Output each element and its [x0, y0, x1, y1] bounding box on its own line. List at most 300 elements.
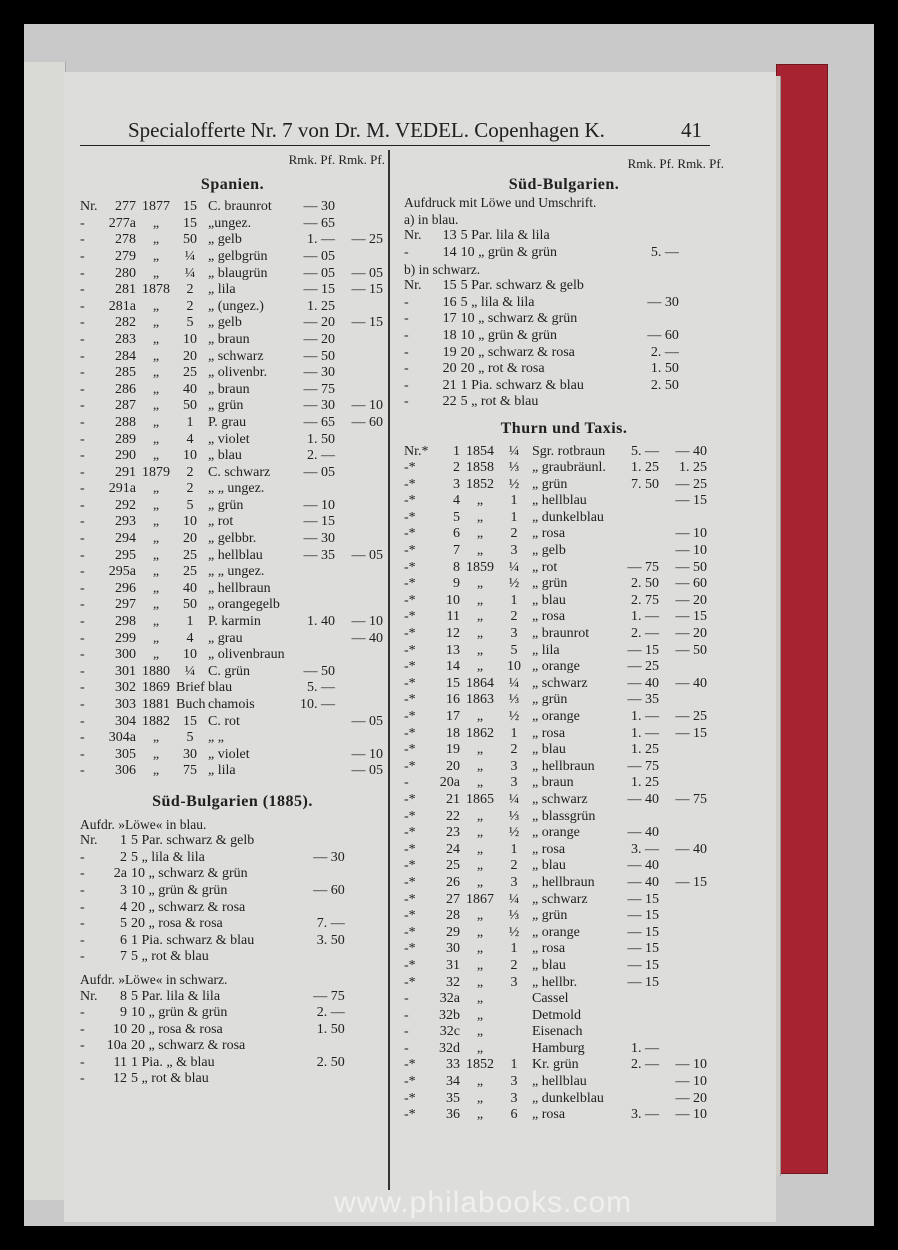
color: C. grün: [208, 663, 250, 679]
section-title-sued-bulgarien-1885: Süd-Bulgarien (1885).: [152, 792, 313, 810]
catalog-number: 1: [119, 833, 127, 849]
nr-marker: -: [404, 244, 409, 260]
nr-marker: -: [80, 481, 85, 497]
nr-marker: -*: [404, 509, 416, 525]
catalog-number: 9: [119, 1005, 127, 1021]
year: „: [476, 841, 484, 857]
value: 30: [183, 746, 197, 762]
value: 15: [183, 215, 197, 231]
catalog-number: 7: [453, 543, 460, 559]
catalog-number: 282: [115, 315, 136, 331]
year: „: [476, 626, 484, 642]
list-item: [404, 676, 724, 693]
value: 50: [183, 232, 197, 248]
color: „ hellblau: [532, 1074, 587, 1090]
color: „ lila: [208, 282, 236, 298]
price-used: [335, 647, 383, 664]
list-item: [404, 1008, 724, 1025]
value: ½: [508, 476, 520, 492]
note-aufdruck-schwarz: Aufdr. »Löwe« in schwarz.: [80, 971, 228, 987]
price-unused: [290, 597, 335, 614]
catalog-number: 293: [115, 514, 136, 530]
price-used: [659, 925, 707, 942]
description: 20 „ rosa & rosa: [130, 916, 223, 932]
nr-marker: -: [80, 514, 85, 530]
list-item: [404, 609, 724, 626]
price-used: — 25: [675, 709, 707, 724]
price-unused: — 15: [627, 941, 659, 957]
year: „: [152, 630, 160, 646]
year: „: [476, 1024, 484, 1040]
nr-marker: -: [80, 248, 85, 264]
color: „ olivenbraun: [208, 647, 285, 663]
list-item: [404, 925, 724, 942]
price-used: — 10: [675, 1074, 707, 1090]
color: „ grün: [532, 476, 568, 492]
color: P. grau: [208, 414, 247, 430]
catalog-number: 12: [112, 1071, 127, 1087]
nr-marker: Nr.: [80, 199, 98, 215]
price-used: [335, 564, 383, 581]
price-unused: — 60: [647, 327, 679, 343]
color: „ rot: [532, 559, 558, 575]
value: ⅓: [508, 808, 520, 824]
color: „ hellblau: [208, 547, 263, 563]
catalog-number: 2a: [113, 866, 127, 882]
list-item: [80, 1005, 385, 1022]
list-item: [404, 311, 724, 328]
nr-marker: -*: [404, 526, 416, 542]
year: 1854: [466, 443, 494, 459]
price-used: — 25: [675, 476, 707, 492]
catalog-number: 33: [446, 1057, 460, 1073]
price-unused: — 40: [627, 858, 659, 874]
catalog-number: 304: [115, 713, 136, 729]
catalog-number: 277a: [108, 215, 136, 231]
year: „: [152, 265, 160, 281]
catalog-number: 16: [442, 294, 457, 310]
description: 10 „ schwarz & grün: [460, 311, 578, 327]
price-unused: — 15: [627, 908, 659, 924]
catalog-number: 28: [446, 908, 460, 924]
color: „ blau: [532, 957, 566, 973]
value: 1: [186, 414, 194, 430]
description: 20 „ rot & rosa: [460, 361, 545, 377]
price-unused: [614, 510, 659, 527]
list-item: [404, 759, 724, 776]
price-unused: 1. 50: [650, 361, 679, 377]
nr-marker: -*: [404, 858, 416, 874]
year: „: [476, 742, 484, 758]
price-used: [335, 216, 383, 233]
price-used: [659, 825, 707, 842]
year: 1877: [142, 199, 170, 215]
price-unused: — 75: [627, 559, 659, 575]
list-item: [80, 315, 385, 332]
nr-marker: -*: [404, 924, 416, 940]
nr-marker: -: [80, 597, 85, 613]
list-item: [80, 365, 385, 382]
price-unused: 1. —: [631, 709, 659, 724]
value: 20: [183, 531, 197, 547]
value: Buch: [176, 697, 206, 712]
price-unused: [307, 866, 345, 883]
color: „ gelbbr.: [208, 531, 257, 547]
value: ¼: [508, 891, 520, 907]
year: 1852: [466, 476, 494, 492]
thurn-und-taxis-list: [404, 444, 724, 1124]
list-item: [80, 933, 385, 950]
list-item: [404, 593, 724, 610]
price-unused: — 15: [303, 282, 335, 298]
year: „: [476, 543, 484, 559]
price-unused: 7. 50: [631, 476, 659, 492]
catalog-number: 17: [446, 709, 460, 724]
price-used: [659, 908, 707, 925]
price-used: [345, 833, 385, 850]
year: „: [476, 941, 484, 957]
price-unused: 2. —: [631, 1057, 659, 1073]
price-used: [659, 991, 707, 1008]
list-item: [404, 692, 724, 709]
nr-marker: -: [404, 361, 409, 377]
catalog-number: 302: [115, 680, 136, 696]
list-item: [404, 493, 724, 510]
catalog-number: 3: [119, 882, 127, 898]
nr-marker: -*: [404, 692, 416, 708]
color: „ schwarz: [532, 891, 588, 907]
price-unused: [614, 1008, 659, 1025]
nr-marker: -: [80, 949, 85, 965]
list-item: [404, 659, 724, 676]
price-unused: — 15: [627, 974, 659, 990]
price-unused: — 65: [303, 215, 335, 231]
value: 2: [510, 858, 518, 874]
nr-marker: -*: [404, 808, 416, 824]
price-unused: 1. 40: [307, 614, 335, 630]
price-unused: 2. —: [650, 344, 679, 360]
value: ¼: [184, 265, 196, 281]
value: 40: [183, 381, 197, 397]
price-used: [659, 742, 707, 759]
color: Eisenach: [532, 1024, 583, 1040]
description: 10 „ grün & grün: [460, 327, 558, 343]
color: „ schwarz: [532, 675, 588, 691]
price-unused: — 20: [303, 315, 335, 331]
price-unused: — 15: [627, 957, 659, 973]
value: ¼: [508, 675, 520, 691]
nr-marker: -: [80, 331, 85, 347]
value: 3: [510, 775, 518, 791]
nr-marker: -: [80, 882, 85, 898]
value: ¼: [184, 248, 196, 264]
description: 5 Par. lila & lila: [460, 228, 550, 244]
price-used: [335, 680, 383, 697]
price-used: [335, 365, 383, 382]
price-header: Rmk. Pf. Rmk. Pf.: [627, 156, 724, 171]
description: 10 „ schwarz & grün: [130, 866, 248, 882]
price-unused: [307, 900, 345, 917]
year: „: [152, 531, 160, 547]
year: „: [476, 808, 484, 824]
catalog-number: 294: [115, 531, 136, 547]
value: ½: [508, 709, 520, 724]
nr-marker: -*: [404, 609, 416, 625]
catalog-number: 3: [453, 476, 460, 492]
nr-marker: -: [80, 1021, 85, 1037]
price-unused: — 30: [303, 531, 335, 547]
catalog-number: 35: [446, 1090, 460, 1106]
color: Sgr. rotbraun: [532, 443, 606, 459]
nr-marker: -*: [404, 675, 416, 691]
catalog-number: 19: [442, 344, 457, 360]
color: „ braun: [208, 381, 250, 397]
price-unused: — 65: [303, 414, 335, 430]
price-used: [335, 349, 383, 366]
value: 2: [510, 609, 518, 625]
price-unused: — 35: [627, 692, 659, 708]
catalog-number: 295a: [108, 564, 136, 580]
value: ½: [508, 924, 520, 940]
price-used: [345, 866, 385, 883]
nr-marker: -: [80, 1005, 85, 1021]
price-unused: — 75: [303, 381, 335, 397]
list-item: [404, 975, 724, 992]
color: „ orange: [532, 924, 580, 940]
price-used: [335, 498, 383, 515]
list-item: [404, 394, 724, 411]
price-unused: 1. —: [631, 609, 659, 625]
list-item: [404, 278, 724, 295]
year: „: [476, 659, 484, 675]
nr-marker: -*: [404, 559, 416, 575]
list-item: [80, 382, 385, 399]
nr-marker: -*: [404, 841, 416, 857]
price-unused: — 40: [627, 874, 659, 890]
value: 20: [183, 348, 197, 364]
price-unused: 1. —: [631, 1040, 659, 1056]
catalog-number: 280: [115, 265, 136, 281]
price-unused: 3. 50: [316, 932, 345, 948]
nr-marker: -: [404, 1040, 409, 1056]
price-used: — 40: [675, 675, 707, 691]
watermark: www.philabooks.com: [334, 1186, 633, 1219]
year: 1864: [466, 675, 494, 691]
price-unused: — 35: [303, 547, 335, 563]
catalog-number: 8: [453, 559, 460, 575]
price-unused: — 10: [303, 497, 335, 513]
value: 1: [510, 941, 518, 957]
nr-marker: Nr.: [404, 278, 422, 294]
description: 5 Par. schwarz & gelb: [460, 278, 584, 294]
list-item: [404, 709, 724, 726]
color: „ „: [208, 730, 224, 746]
year: „: [476, 991, 484, 1007]
value: 1: [510, 725, 518, 741]
value: 3: [510, 874, 518, 890]
value: 2: [186, 298, 194, 314]
price-used: — 40: [675, 841, 707, 857]
list-item: [404, 792, 724, 809]
value: 3: [510, 543, 518, 559]
year: 1863: [466, 692, 494, 708]
color: „ „ ungez.: [208, 481, 265, 497]
year: „: [152, 614, 160, 630]
value: 3: [510, 1074, 518, 1090]
list-item: [80, 614, 385, 631]
year: 1881: [142, 697, 170, 712]
price-used: [345, 916, 385, 933]
nr-marker: -: [80, 1054, 85, 1070]
nr-marker: -: [404, 775, 409, 791]
list-item: [80, 916, 385, 933]
list-item: [80, 398, 385, 415]
catalog-number: 24: [446, 841, 460, 857]
price-unused: [614, 1024, 659, 1041]
list-item: [404, 526, 724, 543]
catalog-number: 291: [115, 464, 136, 480]
list-item: [80, 432, 385, 449]
price-used: [335, 382, 383, 399]
color: „ rosa: [532, 1107, 566, 1123]
list-item: [80, 349, 385, 366]
year: „: [476, 775, 484, 791]
price-unused: 7. —: [316, 916, 345, 932]
price-unused: [614, 809, 659, 826]
nr-marker: -: [80, 1071, 85, 1087]
nr-marker: Nr.: [80, 833, 98, 849]
price-unused: [307, 833, 345, 850]
value: 25: [183, 365, 197, 381]
price-used: [345, 883, 385, 900]
list-item: [404, 742, 724, 759]
price-used: [679, 311, 724, 328]
catalog-number: 303: [115, 697, 136, 712]
nr-marker: -*: [404, 941, 416, 957]
year: „: [152, 514, 160, 530]
nr-marker: -: [80, 531, 85, 547]
price-used: 1. 25: [679, 460, 707, 476]
subsection-in-blau: a) in blau.: [404, 211, 459, 227]
nr-marker: -: [80, 916, 85, 932]
price-unused: [614, 526, 659, 543]
list-item: [404, 1024, 724, 1041]
catalog-number: 32: [446, 974, 460, 990]
price-used: [679, 345, 724, 362]
catalog-number: 32a: [439, 991, 460, 1007]
list-item: [80, 714, 385, 731]
catalog-number: 22: [442, 394, 457, 410]
catalog-number: 5: [119, 916, 127, 932]
color: „ rosa: [532, 609, 566, 625]
price-unused: 1. —: [631, 725, 659, 741]
price-unused: [290, 763, 335, 780]
year: „: [152, 414, 160, 430]
color: C. braunrot: [208, 199, 272, 215]
price-used: [659, 775, 707, 792]
sued-bulgarien-b-list: [404, 278, 724, 411]
nr-marker: -: [80, 464, 85, 480]
list-item: [404, 643, 724, 660]
price-unused: — 05: [303, 464, 335, 480]
color: C. rot: [208, 713, 240, 729]
price-used: — 50: [675, 642, 707, 658]
year: „: [152, 232, 160, 248]
list-item: [80, 199, 385, 216]
price-used: — 25: [351, 232, 383, 248]
price-unused: — 40: [627, 791, 659, 807]
value: 3: [510, 974, 518, 990]
nr-marker: -: [80, 398, 85, 414]
description: 5 „ rot & blau: [130, 1071, 209, 1087]
nr-marker: -: [80, 746, 85, 762]
price-used: [345, 1022, 385, 1039]
year: „: [152, 331, 160, 347]
price-unused: 5. —: [307, 680, 335, 696]
color: „ dunkelblau: [532, 509, 604, 525]
price-unused: [290, 631, 335, 648]
nr-marker: -: [80, 730, 85, 746]
price-used: [335, 299, 383, 316]
list-item: [404, 991, 724, 1008]
price-unused: 5. —: [650, 244, 679, 260]
sued-bulgarien-a-list: [404, 228, 724, 261]
note-aufdruck-loewe: Aufdruck mit Löwe und Umschrift.: [404, 195, 597, 211]
price-used: — 15: [351, 315, 383, 331]
price-unused: — 30: [303, 398, 335, 414]
price-unused: — 75: [627, 758, 659, 774]
color: „ violet: [208, 746, 250, 762]
price-unused: — 40: [627, 825, 659, 841]
price-used: — 20: [675, 1090, 707, 1106]
list-item: [80, 1055, 385, 1072]
price-used: [345, 989, 385, 1006]
catalog-number: 32b: [439, 1007, 460, 1023]
value: 40: [183, 580, 197, 596]
year: „: [476, 576, 484, 592]
value: 1: [186, 614, 194, 630]
price-used: [335, 432, 383, 449]
nr-marker: -: [80, 866, 85, 882]
book-binding: [776, 64, 828, 1174]
list-item: [404, 775, 724, 792]
price-unused: [637, 311, 679, 328]
catalog-number: 20: [446, 758, 460, 774]
value: 5: [186, 497, 194, 513]
color: „ hellbraun: [532, 758, 595, 774]
price-used: — 60: [351, 414, 383, 430]
price-unused: [290, 581, 335, 598]
price-unused: — 60: [313, 882, 345, 898]
price-unused: — 30: [313, 849, 345, 865]
price-unused: 5. —: [631, 443, 659, 459]
catalog-number: 289: [115, 431, 136, 447]
list-item: [80, 249, 385, 266]
nr-marker: -: [80, 431, 85, 447]
catalog-number: 11: [446, 609, 460, 625]
price-used: [335, 465, 383, 482]
year: „: [476, 874, 484, 890]
price-used: [345, 949, 385, 966]
year: „: [152, 315, 160, 331]
catalog-number: 27: [446, 891, 460, 907]
catalog-number: 279: [115, 248, 136, 264]
list-item: [404, 460, 724, 477]
color: „ gelb: [208, 232, 242, 248]
list-item: [404, 378, 724, 395]
list-item: [404, 908, 724, 925]
color: Kr. grün: [532, 1057, 579, 1073]
